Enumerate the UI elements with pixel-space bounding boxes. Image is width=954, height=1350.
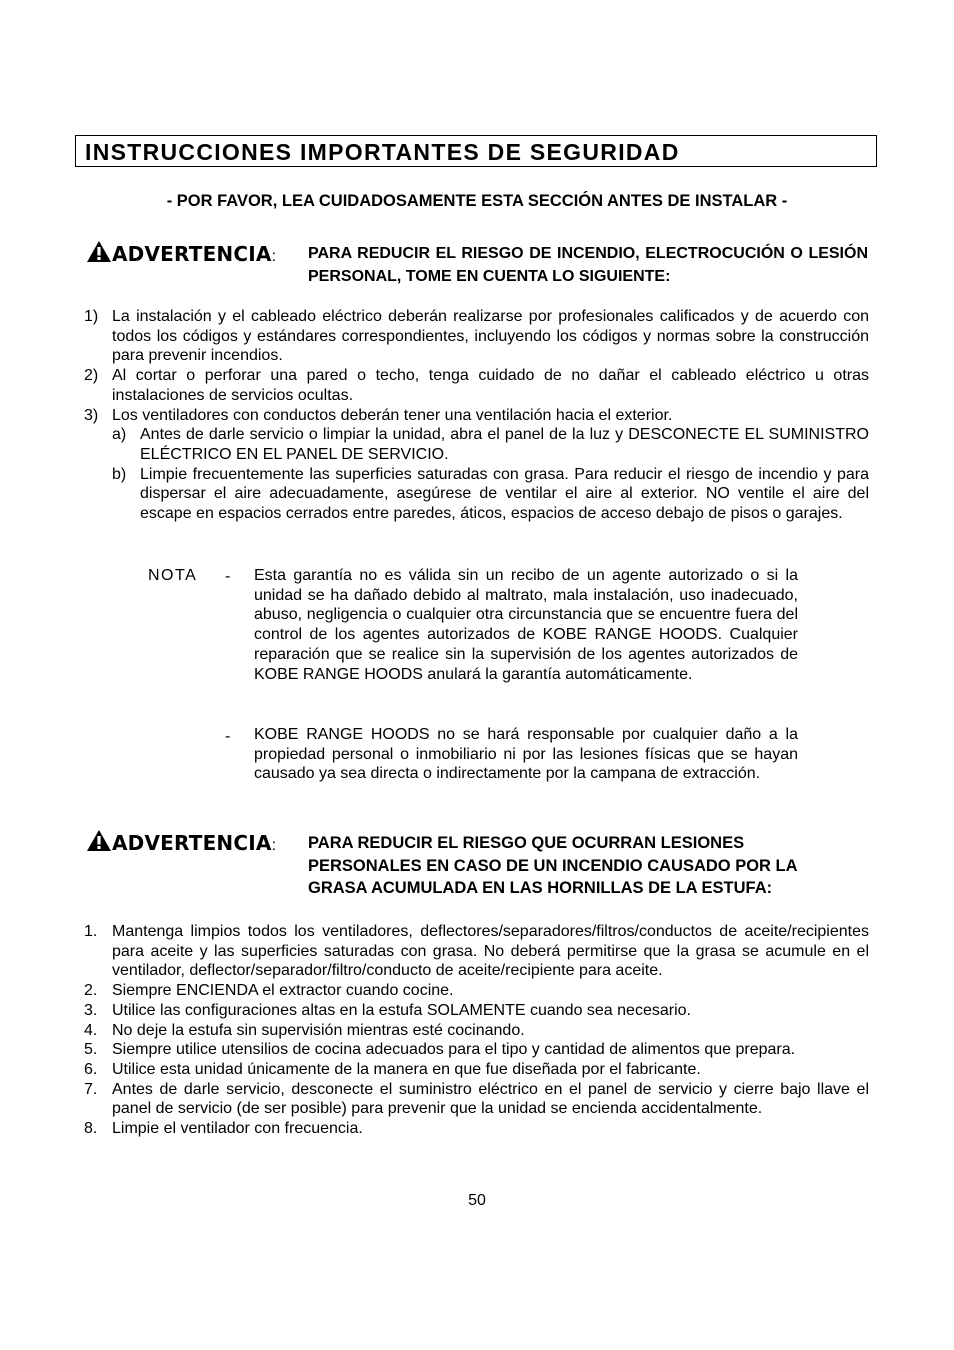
sub-list-text: Limpie frecuentemente las superficies saturadas con grasa. Para reducir el riesgo de incendio y para dispersar el aire adecuadamente, asegúrese de ventilar el aire al exterior. NO ventile el aire del escape en espacios cerrados entre paredes, áticos, espacios de acceso debajo de pisos o garajes.: [140, 465, 869, 523]
sub-list-item: [112, 465, 869, 524]
page-number: 50: [468, 1192, 486, 1209]
list-number: 1): [84, 308, 99, 325]
title-box: [75, 135, 877, 167]
warning-colon: :: [271, 837, 277, 854]
list-number: 8.: [84, 1120, 98, 1138]
list-item: [84, 1021, 869, 1041]
list-item: [84, 1001, 869, 1021]
warning-triangle-icon: [86, 243, 112, 266]
safety-list-2: [84, 922, 869, 1139]
list-text: Utilice las configuraciones altas en la estufa SOLAMENTE cuando sea necesario.: [112, 1001, 691, 1019]
warning-heading-1: [86, 240, 276, 267]
sub-list-letter: a): [112, 426, 127, 444]
note-dash: -: [225, 568, 231, 585]
list-text: Siempre utilice utensilios de cocina adecuados para el tipo y cantidad de alimentos que prepara.: [112, 1041, 796, 1059]
note-dash: -: [225, 728, 231, 745]
sub-list-letter: b): [112, 465, 127, 483]
list-item: [84, 1080, 869, 1119]
list-number: 2.: [84, 982, 98, 1000]
list-number: 3.: [84, 1001, 98, 1019]
list-number: 1.: [84, 923, 98, 940]
list-text: La instalación y el cableado eléctrico deberán realizarse por profesionales calificados y de acuerdo con todos los códigos y estándares correspondientes, incluyendo los códigos y normas sobre la construcción para prevenir incendios.: [112, 308, 869, 365]
list-number: 4.: [84, 1021, 98, 1039]
list-item: [84, 1040, 869, 1060]
list-text: Mantenga limpios todos los ventiladores, deflectores/separadores/filtros/conductos de aceite/recipientes para aceite y las superficies saturadas con grasa. No deberá permitirse que la grasa se acumule en el ventilador, deflector/separador/filtro/conducto de aceite/recipiente para aceite.: [112, 923, 869, 980]
list-text: No deje la estufa sin supervisión mientras esté cocinando.: [112, 1021, 525, 1039]
list-number: 7.: [84, 1080, 98, 1098]
list-item: [84, 981, 869, 1001]
safety-list-1: [84, 307, 869, 524]
list-text: Siempre ENCIENDA el extractor cuando cocine.: [112, 982, 454, 1000]
warning-line: PARA REDUCIR EL RIESGO QUE OCURRAN LESIONES: [308, 834, 745, 852]
warning-triangle-icon: [86, 832, 112, 855]
list-number: 2): [84, 367, 99, 385]
list-item: [84, 366, 869, 405]
warning-text: [308, 832, 868, 900]
warning-colon: :: [271, 248, 277, 265]
list-item: [84, 406, 869, 524]
warning-label: ADVERTENCIA: [112, 242, 272, 266]
warning-heading-2: [86, 829, 276, 856]
list-text: Al cortar o perforar una pared o techo, tenga cuidado de no dañar el cableado eléctrico u otras instalaciones de servicios ocultas.: [112, 367, 869, 404]
note-label: NOTA: [148, 567, 198, 584]
note-text: KOBE RANGE HOODS no se hará responsable por cualquier daño a la propiedad personal o inmobiliario ni por las lesiones físicas que se hayan causado ya sea directa o indirectamente por la campana de extracción.: [254, 726, 798, 783]
list-item: [84, 307, 869, 366]
list-number: 6.: [84, 1060, 98, 1078]
list-item: [84, 922, 869, 981]
sub-list-text: Antes de darle servicio o limpiar la unidad, abra el panel de la luz y DESCONECTE EL SUMINISTRO ELÉCTRICO EN EL PANEL DE SERVICIO.: [140, 426, 869, 463]
list-text: Los ventiladores con conductos deberán tener una ventilación hacia el exterior.: [112, 406, 673, 424]
note-text: Esta garantía no es válida sin un recibo de un agente autorizado o si la unidad se ha dañado debido al maltrato, mala instalación, uso inadecuado, abuso, negligencia o cualquier otra circunstancia que se encuentre fuera del control de los agentes autorizados de KOBE RANGE HOODS. Cualquier reparación que se realice sin la supervisión de los agentes autorizados de KOBE RANGE HOODS anulará la garantía automáticamente.: [254, 567, 798, 683]
list-item: [84, 1119, 869, 1139]
list-item: [84, 1060, 869, 1080]
list-text: Utilice esta unidad únicamente de la manera en que fue diseñada por el fabricante.: [112, 1060, 701, 1078]
list-text: Limpie el ventilador con frecuencia.: [112, 1120, 363, 1138]
list-text: Antes de darle servicio, desconecte el suministro eléctrico en el panel de servicio y cierre bajo llave el panel de servicio (de ser posible) para prevenir que la unidad se encienda accidentalmente.: [112, 1080, 869, 1118]
warning-line: GRASA ACUMULADA EN LAS HORNILLAS DE LA ESTUFA:: [308, 879, 773, 897]
list-number: 3): [84, 406, 99, 424]
page-title: INSTRUCCIONES IMPORTANTES DE SEGURIDAD: [85, 139, 680, 165]
warning-label: ADVERTENCIA: [112, 831, 272, 855]
sub-list-item: [112, 425, 869, 464]
list-number: 5.: [84, 1041, 98, 1059]
warning-text: PARA REDUCIR EL RIESGO DE INCENDIO, ELECTROCUCIÓN O LESIÓN PERSONAL, TOME EN CUENTA LO SIGUIENTE:: [308, 245, 868, 285]
subtitle: - POR FAVOR, LEA CUIDADOSAMENTE ESTA SECCIÓN ANTES DE INSTALAR -: [166, 192, 788, 210]
warning-line: PERSONALES EN CASO DE UN INCENDIO CAUSADO POR LA: [308, 856, 798, 875]
